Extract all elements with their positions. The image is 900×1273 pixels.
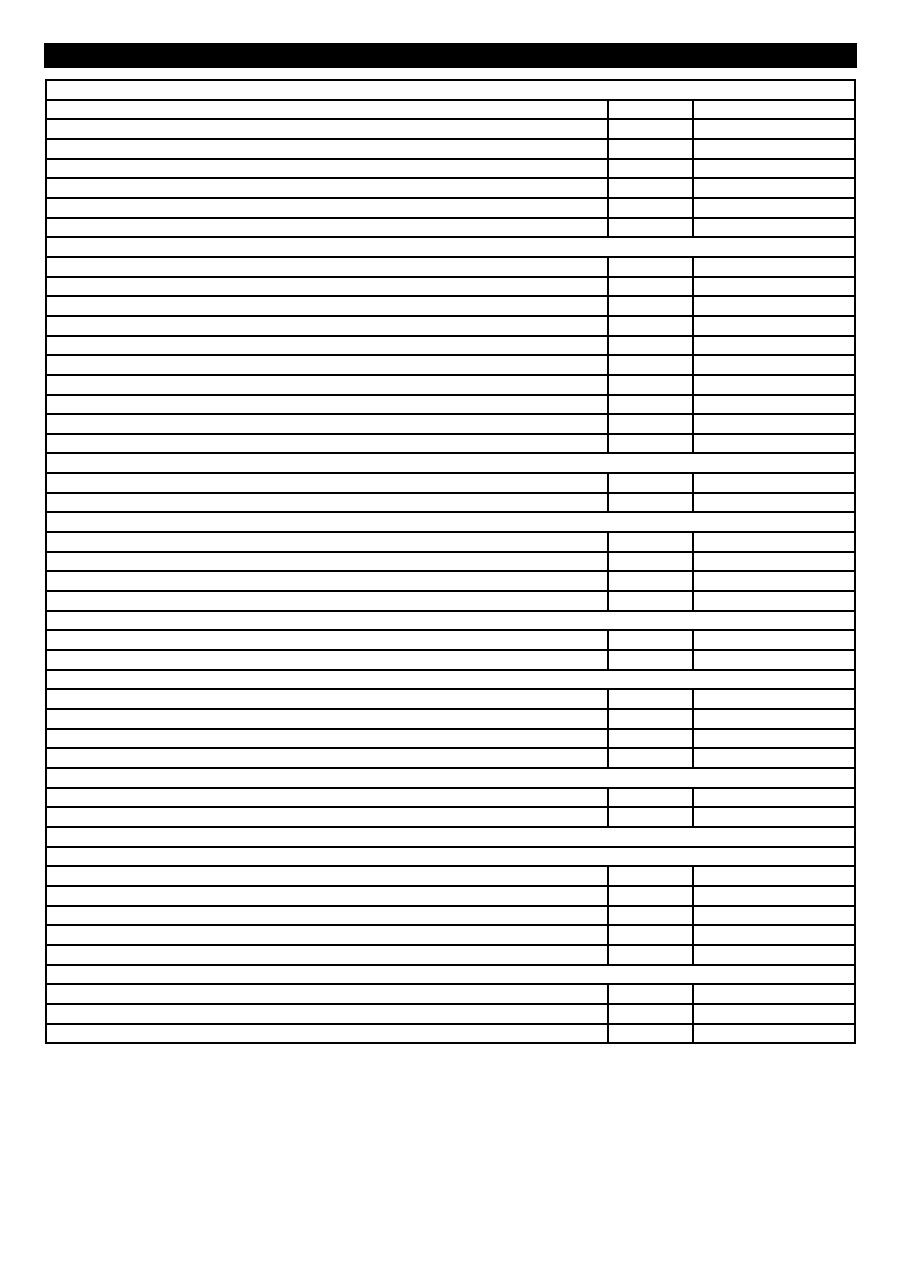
col2-cell [607,985,692,1003]
col2-cell [607,415,692,433]
col3-cell [692,789,854,807]
col1-cell [47,985,607,1003]
col3-cell [692,749,854,767]
col2-cell [607,356,692,374]
col3-cell [692,337,854,355]
col1-cell [47,710,607,728]
col1-cell [47,671,854,689]
col3-cell [692,258,854,276]
col1-cell [47,651,607,669]
col2-cell [607,946,692,964]
item-row [47,728,854,748]
blank-form-table [45,79,856,1044]
col1-cell [47,749,607,767]
item-row [47,413,854,433]
col3-cell [692,1025,854,1043]
section-divider-row [47,669,854,689]
col3-cell [692,120,854,138]
col2-cell [607,651,692,669]
col1-cell [47,297,607,315]
col3-cell [692,376,854,394]
col2-cell [607,435,692,453]
item-row [47,118,854,138]
item-row [47,924,854,944]
item-row [47,256,854,276]
col1-cell [47,474,607,492]
col2-cell [607,749,692,767]
col2-cell [607,120,692,138]
item-row [47,276,854,296]
item-row [47,590,854,610]
col1-cell [47,356,607,374]
col3-cell [692,101,854,119]
col1-cell [47,513,854,531]
col3-cell [692,651,854,669]
col3-cell [692,435,854,453]
col3-cell [692,631,854,649]
col1-cell [47,120,607,138]
col3-cell [692,160,854,178]
col2-cell [607,926,692,944]
col1-cell [47,219,607,237]
col3-cell [692,199,854,217]
item-row [47,394,854,414]
item-row [47,747,854,767]
item-row [47,944,854,964]
col1-cell [47,867,607,885]
col1-cell [47,454,854,472]
col3-cell [692,494,854,512]
col1-cell [47,828,854,846]
col3-cell [692,297,854,315]
item-row [47,629,854,649]
item-row [47,433,854,453]
col1-cell [47,199,607,217]
col1-cell [47,1025,607,1043]
item-row [47,983,854,1003]
item-row [47,295,854,315]
col1-cell [47,238,854,256]
col2-cell [607,376,692,394]
col3-cell [692,356,854,374]
col1-cell [47,848,854,866]
col3-cell [692,907,854,925]
col1-cell [47,612,854,630]
col1-cell [47,631,607,649]
col3-cell [692,710,854,728]
col2-cell [607,592,692,610]
col1-cell [47,494,607,512]
col2-cell [607,867,692,885]
item-row [47,688,854,708]
item-row [47,315,854,335]
section-divider-row [47,826,854,846]
col2-cell [607,337,692,355]
item-row [47,197,854,217]
item-row [47,905,854,925]
col2-cell [607,572,692,590]
section-divider-row [47,236,854,256]
col1-cell [47,572,607,590]
col1-cell [47,1005,607,1023]
col2-cell [607,258,692,276]
item-row [47,570,854,590]
col3-cell [692,278,854,296]
col2-cell [607,179,692,197]
item-row [47,1003,854,1023]
col3-cell [692,533,854,551]
item-row [47,708,854,728]
col2-cell [607,808,692,826]
col3-cell [692,946,854,964]
col2-cell [607,494,692,512]
section-divider-row [47,610,854,630]
col1-cell [47,592,607,610]
col1-cell [47,926,607,944]
col3-cell [692,730,854,748]
section-divider-row [47,767,854,787]
section-divider-row [47,511,854,531]
col2-cell [607,887,692,905]
item-row [47,217,854,237]
col1-cell [47,730,607,748]
col2-cell [607,199,692,217]
col1-cell [47,887,607,905]
col2-cell [607,631,692,649]
col1-cell [47,179,607,197]
item-row [47,649,854,669]
col3-cell [692,572,854,590]
col2-cell [607,690,692,708]
col3-cell [692,179,854,197]
col3-cell [692,140,854,158]
col3-cell [692,396,854,414]
col1-cell [47,769,854,787]
item-row [47,885,854,905]
col1-cell [47,808,607,826]
section-divider-row [47,846,854,866]
section-divider-row [47,452,854,472]
col2-cell [607,474,692,492]
col2-cell [607,317,692,335]
col1-cell [47,690,607,708]
col1-cell [47,101,607,119]
item-row [47,138,854,158]
col1-cell [47,396,607,414]
item-row [47,787,854,807]
item-row [47,865,854,885]
col2-cell [607,219,692,237]
col3-cell [692,592,854,610]
col1-cell [47,160,607,178]
col1-cell [47,966,854,984]
col2-cell [607,396,692,414]
col2-cell [607,1005,692,1023]
col3-cell [692,415,854,433]
col1-cell [47,946,607,964]
col1-cell [47,553,607,571]
col3-cell [692,867,854,885]
col3-cell [692,985,854,1003]
col1-cell [47,789,607,807]
col2-cell [607,789,692,807]
item-row [47,551,854,571]
col1-cell [47,140,607,158]
col1-cell [47,435,607,453]
col3-cell [692,553,854,571]
col1-cell [47,907,607,925]
col2-cell [607,533,692,551]
item-row [47,492,854,512]
item-row [47,531,854,551]
item-row [47,806,854,826]
item-row [47,177,854,197]
col1-cell [47,415,607,433]
col3-cell [692,474,854,492]
col2-cell [607,278,692,296]
col1-cell [47,376,607,394]
col2-cell [607,907,692,925]
section-divider-row [47,81,854,99]
item-row [47,472,854,492]
col1-cell [47,533,607,551]
item-row [47,1023,854,1043]
col2-cell [607,297,692,315]
col3-cell [692,887,854,905]
col1-cell [47,317,607,335]
col3-cell [692,690,854,708]
item-row [47,335,854,355]
col2-cell [607,160,692,178]
col2-cell [607,710,692,728]
col2-cell [607,1025,692,1043]
col1-cell [47,81,854,99]
item-row [47,99,854,119]
col2-cell [607,101,692,119]
col3-cell [692,219,854,237]
section-divider-row [47,964,854,984]
col2-cell [607,730,692,748]
col3-cell [692,808,854,826]
item-row [47,158,854,178]
col2-cell [607,553,692,571]
col3-cell [692,317,854,335]
col1-cell [47,337,607,355]
col1-cell [47,258,607,276]
col2-cell [607,140,692,158]
item-row [47,374,854,394]
col1-cell [47,278,607,296]
col3-cell [692,1005,854,1023]
document-title-bar [44,43,857,68]
item-row [47,354,854,374]
col3-cell [692,926,854,944]
